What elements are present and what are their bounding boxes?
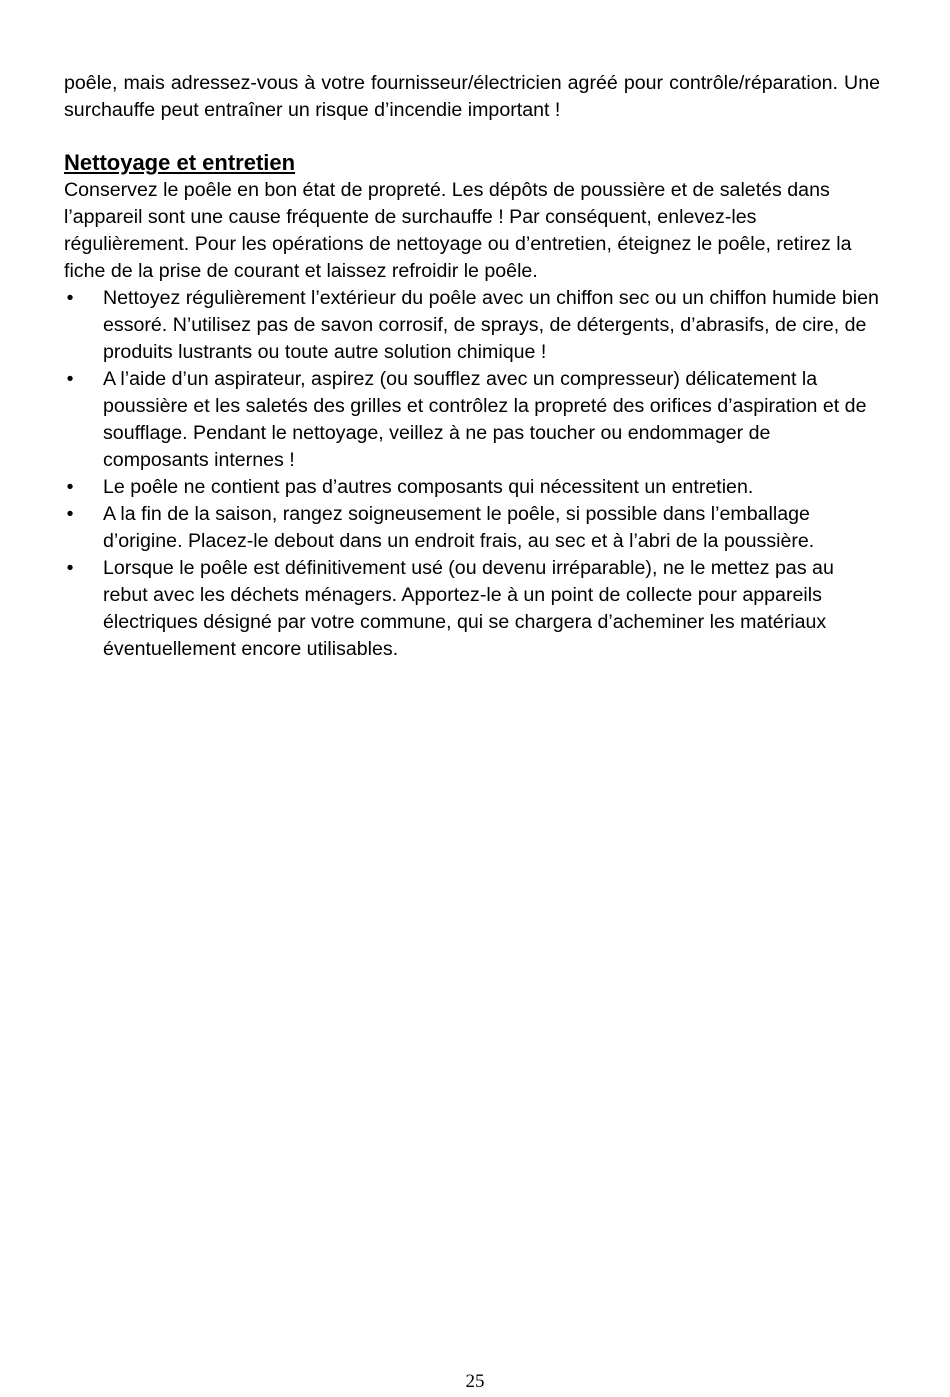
bullet-icon: • [66,287,74,309]
list-item-text: Le poêle ne contient pas d’autres composants qui nécessitent un entretien. [103,476,754,498]
maintenance-list [64,285,880,663]
bullet-icon: • [66,368,74,390]
list-item-text: Nettoyez régulièrement l’extérieur du poêle avec un chiffon sec ou un chiffon humide bien essoré. N’utilisez pas de savon corrosif, de sprays, de détergents, d’abrasifs, de cire, de produits lustrants ou toute autre solution chimique ! [103,287,879,363]
bullet-icon: • [66,503,74,525]
bullet-icon: • [66,557,74,579]
section-paragraph: Conservez le poêle en bon état de propreté. Les dépôts de poussière et de saletés dans l’appareil sont une cause fréquente de surchauffe ! Par conséquent, enlevez-les régulièrement. Pour les opérations de nettoyage ou d’entretien, éteignez le poêle, retirez la fiche de la prise de courant et laissez refroidir le poêle. [64,179,852,282]
list-item [64,474,880,501]
list-item [64,501,880,555]
list-item [64,285,880,366]
list-item-text: A la fin de la saison, rangez soigneusement le poêle, si possible dans l’emballage d’origine. Placez-le debout dans un endroit frais, au sec et à l’abri de la poussière. [103,503,815,552]
page-number: 25 [465,1371,485,1392]
list-item-text: A l’aide d’un aspirateur, aspirez (ou soufflez avec un compresseur) délicatement la poussière et les saletés des grilles et contrôlez la propreté des orifices d’aspiration et de soufflage. Pendant le nettoyage, veillez à ne pas toucher ou endommager de composants internes ! [103,368,867,471]
intro-paragraph: poêle, mais adressez-vous à votre fournisseur/électricien agréé pour contrôle/réparation. Une surchauffe peut entraîner un risque d’incendie important ! [64,72,880,121]
list-item [64,555,880,663]
section-title: Nettoyage et entretien [64,150,296,175]
list-item [64,366,880,474]
list-item-text: Lorsque le poêle est définitivement usé (ou devenu irréparable), ne le mettez pas au rebut avec les déchets ménagers. Apportez-le à un point de collecte pour appareils électriques désigné par votre commune, qui se chargera d’acheminer les matériaux éventuellement encore utilisables. [103,557,834,660]
bullet-icon: • [66,476,74,498]
document-page [64,70,880,663]
